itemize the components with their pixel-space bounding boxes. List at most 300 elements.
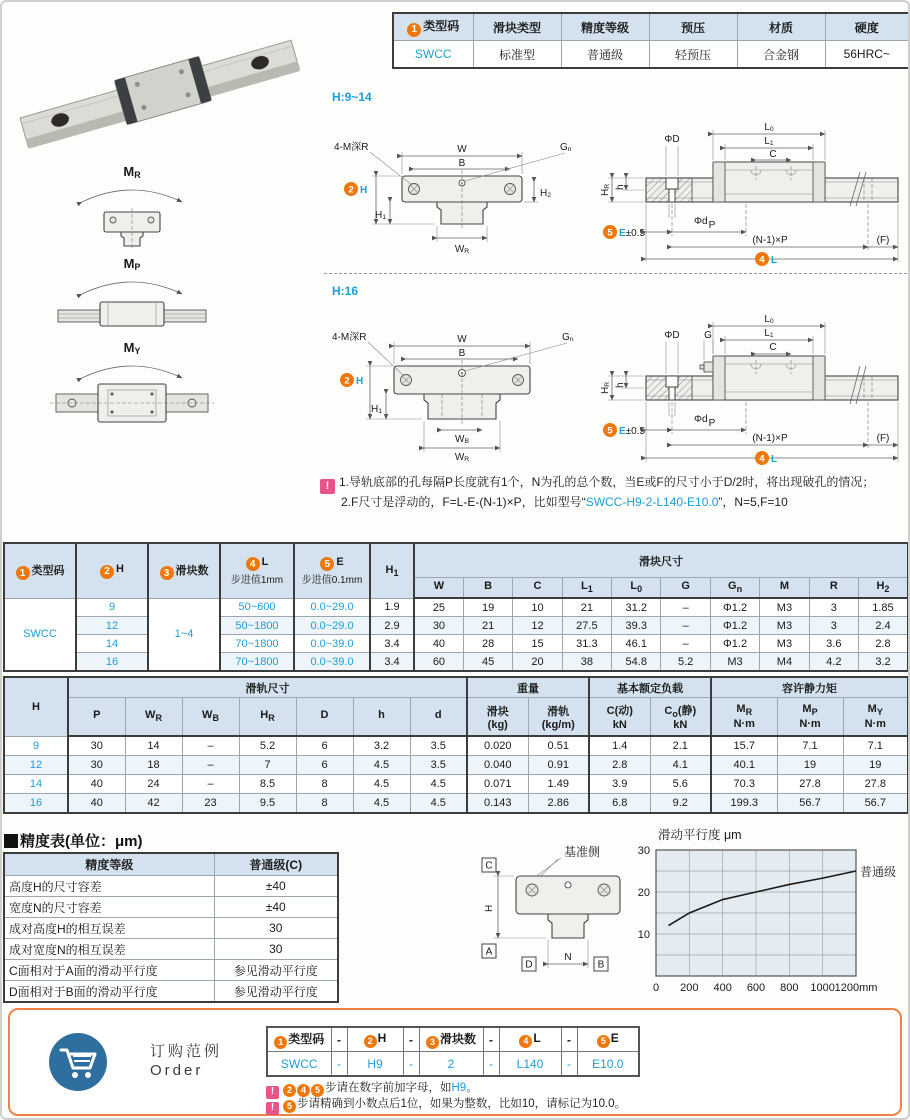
col-header: 滑块 (kg) bbox=[467, 698, 528, 737]
example-code: H9 bbox=[451, 1082, 467, 1094]
dim-wr: WR bbox=[454, 452, 470, 464]
cell: M4 bbox=[760, 653, 809, 672]
dim-h-small: h bbox=[615, 184, 626, 190]
warning-icon: ! bbox=[266, 1102, 279, 1115]
spec-header-type bbox=[393, 13, 473, 41]
svg-text:800: 800 bbox=[780, 982, 799, 994]
cell: 4.2 bbox=[809, 653, 858, 672]
order-value: H9 bbox=[347, 1052, 403, 1077]
mr-label: MR bbox=[123, 164, 141, 180]
num-badge: 3 bbox=[426, 1036, 439, 1049]
cell: 5.2 bbox=[239, 736, 296, 756]
cell: 2.8 bbox=[589, 756, 650, 775]
cell: 9.5 bbox=[239, 794, 296, 814]
screw-callout: 4-M深R bbox=[332, 332, 367, 343]
cell: – bbox=[182, 756, 239, 775]
col-header: D bbox=[296, 698, 353, 737]
dim-l1: L1 bbox=[764, 328, 774, 340]
dim-l0: L0 bbox=[764, 314, 774, 326]
cell: 7.1 bbox=[777, 736, 843, 756]
cell: 3.4 bbox=[370, 653, 414, 672]
order-example-box bbox=[8, 1008, 902, 1116]
num-badge-4: 4 bbox=[759, 453, 765, 465]
order-dash: - bbox=[331, 1027, 347, 1052]
num-badge: 5 bbox=[283, 1100, 296, 1113]
order-dash: - bbox=[561, 1027, 577, 1052]
cell: 70~1800 bbox=[220, 635, 294, 653]
dimensions-table-2 bbox=[3, 676, 909, 814]
chart-title: 滑动平行度 μm bbox=[658, 828, 742, 842]
table-row bbox=[4, 653, 908, 672]
dim-n: N bbox=[564, 952, 572, 963]
col-header: $L_1$ bbox=[562, 578, 611, 599]
moment-mr-diagram bbox=[42, 162, 222, 254]
col-header: $M_Y$ N·m bbox=[843, 698, 908, 737]
cell: 6 bbox=[296, 736, 353, 756]
svg-text:600: 600 bbox=[746, 982, 766, 994]
num-badge-4: 4 bbox=[759, 254, 765, 266]
cell: 3 bbox=[809, 617, 858, 635]
num-badge-2: 2 bbox=[348, 184, 354, 196]
spec-header: 滑块类型 bbox=[473, 13, 561, 41]
cell: 40.1 bbox=[711, 756, 777, 775]
cell: 30 bbox=[68, 756, 125, 775]
cell: 4.1 bbox=[650, 756, 711, 775]
cell: 3.2 bbox=[859, 653, 908, 672]
cell: 0.0~29.0 bbox=[294, 617, 370, 635]
cell: ±40 bbox=[214, 876, 338, 897]
col-header: C bbox=[513, 578, 562, 599]
table-row bbox=[4, 736, 908, 756]
group-header-slider-dims: 滑块尺寸 bbox=[414, 543, 908, 578]
cell: 24 bbox=[125, 775, 182, 794]
cell: 45 bbox=[463, 653, 512, 672]
col-header: M bbox=[760, 578, 809, 599]
cell: 高度H的尺寸容差 bbox=[4, 876, 214, 897]
cell: 0.51 bbox=[528, 736, 589, 756]
cell: M3 bbox=[760, 598, 809, 617]
num-badge: 1 bbox=[16, 566, 30, 580]
num-badge-2: 2 bbox=[344, 375, 350, 387]
num-badge: 1 bbox=[274, 1036, 287, 1049]
cell: 12 bbox=[76, 617, 148, 635]
col-header: 普通级(C) bbox=[214, 853, 338, 876]
cell: 30 bbox=[214, 918, 338, 939]
num-badge: 2 bbox=[283, 1084, 296, 1097]
cell: 3.2 bbox=[353, 736, 410, 756]
table-row bbox=[4, 775, 908, 794]
cell: 0.143 bbox=[467, 794, 528, 814]
cell: 12 bbox=[513, 617, 562, 635]
order-dash: - bbox=[403, 1052, 419, 1077]
cell: 20 bbox=[513, 653, 562, 672]
cell: 5.6 bbox=[650, 775, 711, 794]
dim-h1: H1 bbox=[374, 210, 386, 222]
datum-side-label: 基准侧 bbox=[564, 845, 601, 859]
num-badge: 5 bbox=[311, 1084, 324, 1097]
table-row bbox=[4, 635, 908, 653]
side-view-h16 bbox=[598, 296, 910, 470]
num-badge: 4 bbox=[519, 1035, 532, 1048]
cell: M3 bbox=[760, 635, 809, 653]
dim-np: (N-1)×P bbox=[752, 433, 788, 444]
cell: 199.3 bbox=[711, 794, 777, 814]
order-dash: - bbox=[331, 1052, 347, 1077]
cell: 3.5 bbox=[410, 756, 467, 775]
cell: 56.7 bbox=[777, 794, 843, 814]
cell: 3.4 bbox=[370, 635, 414, 653]
svg-text:30: 30 bbox=[637, 845, 650, 857]
cell: 8 bbox=[296, 775, 353, 794]
cell: 4.5 bbox=[410, 775, 467, 794]
cell: 40 bbox=[68, 794, 125, 814]
dimensions-table-1 bbox=[3, 542, 909, 672]
cell: 4.5 bbox=[410, 794, 467, 814]
col-header: B bbox=[463, 578, 512, 599]
col-header-h: 2 H bbox=[76, 543, 148, 598]
dim-w: W bbox=[457, 334, 467, 345]
dim-np: (N-1)×P bbox=[752, 235, 788, 246]
dim-p: P bbox=[708, 418, 716, 429]
cell: 宽度N的尺寸容差 bbox=[4, 897, 214, 918]
cell: 40 bbox=[414, 635, 463, 653]
dim-b: B bbox=[458, 348, 466, 359]
cell: 1.49 bbox=[528, 775, 589, 794]
col-header: h bbox=[353, 698, 410, 737]
order-note-2: ! 5 步请精确到小数点后1位，如果为整数，比如10，请标记为10.0。 bbox=[266, 1096, 626, 1115]
cell: 2.1 bbox=[650, 736, 711, 756]
cell: 27.8 bbox=[777, 775, 843, 794]
section-divider bbox=[324, 273, 907, 274]
cell: 27.8 bbox=[843, 775, 908, 794]
cell: 2.86 bbox=[528, 794, 589, 814]
cell: 1.9 bbox=[370, 598, 414, 617]
dim-c: C bbox=[769, 149, 777, 160]
cell: 31.2 bbox=[612, 598, 661, 617]
spec-header: 精度等级 bbox=[561, 13, 649, 41]
cell: 2.8 bbox=[859, 635, 908, 653]
cell: 14 bbox=[76, 635, 148, 653]
cell: 8 bbox=[296, 794, 353, 814]
cell: 4.5 bbox=[353, 756, 410, 775]
dim-f: (F) bbox=[876, 433, 890, 444]
dim-gn: Gn bbox=[562, 332, 574, 344]
cell: 56.7 bbox=[843, 794, 908, 814]
dim-wr: WR bbox=[454, 244, 470, 256]
chart-series-label: 普通级 bbox=[860, 865, 897, 879]
order-code-table bbox=[266, 1026, 640, 1077]
cell: 30 bbox=[414, 617, 463, 635]
parallelism-chart bbox=[622, 826, 907, 1001]
group-header-load: 基本额定负载 bbox=[589, 677, 711, 698]
dim-w: W bbox=[457, 144, 467, 155]
col-header-e: 5 E 步进值0.1mm bbox=[294, 543, 370, 598]
cell: 1.4 bbox=[589, 736, 650, 756]
cell: 27.5 bbox=[562, 617, 611, 635]
dim-phiD: ΦD bbox=[664, 134, 680, 145]
cell-slider-count: 1~4 bbox=[148, 598, 220, 671]
cell: 21 bbox=[463, 617, 512, 635]
cell: 28 bbox=[463, 635, 512, 653]
cell: 19 bbox=[463, 598, 512, 617]
note-line1: 1.导轨底部的孔每隔P长度就有1个，N为孔的总个数，当E或F的尺寸小于D/2时，将出现破孔的情况； bbox=[339, 475, 875, 489]
cart-icon bbox=[46, 1030, 110, 1094]
table-row bbox=[4, 617, 908, 635]
cell: 39.3 bbox=[612, 617, 661, 635]
cell: 40 bbox=[68, 775, 125, 794]
svg-text:20: 20 bbox=[637, 887, 650, 899]
num-badge: 1 bbox=[407, 23, 421, 37]
cell: 31.3 bbox=[562, 635, 611, 653]
svg-text:200: 200 bbox=[680, 982, 699, 994]
spec-value-type-code: SWCC bbox=[393, 41, 473, 69]
col-header: C(动) kN bbox=[589, 698, 650, 737]
cell: 70.3 bbox=[711, 775, 777, 794]
col-header: $H_R$ bbox=[239, 698, 296, 737]
cell: 3.5 bbox=[410, 736, 467, 756]
col-header: P bbox=[68, 698, 125, 737]
order-header: 2 H bbox=[347, 1027, 403, 1052]
cell: Φ1.2 bbox=[710, 617, 759, 635]
screw-callout: 4-M深R bbox=[334, 142, 369, 153]
cell: 6 bbox=[296, 756, 353, 775]
order-dash: - bbox=[403, 1027, 419, 1052]
order-dash: - bbox=[561, 1052, 577, 1077]
dim-f: (F) bbox=[876, 235, 890, 246]
cell-type-code: SWCC bbox=[4, 598, 76, 671]
dim-h2: H2 bbox=[540, 188, 552, 200]
section1-title: H:9~14 bbox=[332, 90, 372, 104]
front-view-h9-14 bbox=[324, 100, 602, 268]
cell: 10 bbox=[513, 598, 562, 617]
dim-g: G bbox=[704, 330, 712, 341]
cell: 70~1800 bbox=[220, 653, 294, 672]
cell: 5.2 bbox=[661, 653, 710, 672]
warning-icon: ! bbox=[266, 1086, 279, 1099]
col-header: G bbox=[661, 578, 710, 599]
dim-h1: H1 bbox=[370, 404, 382, 416]
cell: ±40 bbox=[214, 897, 338, 918]
cell-h: 12 bbox=[4, 756, 68, 775]
group-header-rail-dims: 滑轨尺寸 bbox=[68, 677, 467, 698]
cell: 2.9 bbox=[370, 617, 414, 635]
spec-value: 轻预压 bbox=[649, 41, 737, 69]
dim-p: P bbox=[708, 220, 716, 231]
table-row bbox=[4, 756, 908, 775]
order-note-1: ! 2 4 5 步请在数字前加字母，如H9。 bbox=[266, 1080, 478, 1099]
cell: 1.85 bbox=[859, 598, 908, 617]
cell: 8.5 bbox=[239, 775, 296, 794]
col-header-h: H bbox=[4, 677, 68, 736]
cell: – bbox=[182, 775, 239, 794]
order-dash: - bbox=[483, 1052, 499, 1077]
section-square-marker bbox=[4, 834, 18, 848]
label: 类型码 bbox=[423, 19, 460, 34]
num-badge-5: 5 bbox=[607, 227, 613, 239]
cell: 3.6 bbox=[809, 635, 858, 653]
cell: 14 bbox=[125, 736, 182, 756]
spec-value: 合金钢 bbox=[737, 41, 825, 69]
col-header: $M_R$ N·m bbox=[711, 698, 777, 737]
dim-c: C bbox=[769, 342, 777, 353]
cell: 7.1 bbox=[843, 736, 908, 756]
cell: – bbox=[661, 598, 710, 617]
dim-h: H bbox=[360, 185, 368, 196]
order-title-cn: 订购范例 bbox=[150, 1043, 223, 1060]
cell: 4.5 bbox=[353, 794, 410, 814]
cell: 7 bbox=[239, 756, 296, 775]
cell: 46.1 bbox=[612, 635, 661, 653]
notes-block bbox=[320, 474, 908, 511]
col-header-h1: $H_1$ bbox=[370, 543, 414, 598]
cell: 38 bbox=[562, 653, 611, 672]
svg-text:400: 400 bbox=[713, 982, 732, 994]
dim-gn: Gn bbox=[560, 142, 572, 154]
spec-value: 标准型 bbox=[473, 41, 561, 69]
cell: 50~600 bbox=[220, 598, 294, 617]
dim-e: E±0.5 bbox=[619, 228, 646, 239]
col-header: R bbox=[809, 578, 858, 599]
dim-hr: HR bbox=[600, 183, 612, 196]
spec-value: 普通级 bbox=[561, 41, 649, 69]
note-line2: 2.F尺寸是浮动的，F=L-E-(N-1)×P，比如型号“SWCC-H9-2-L140-E10.0”，N=5,F=10 bbox=[341, 495, 788, 509]
order-header: 4 L bbox=[499, 1027, 561, 1052]
col-header: $W_R$ bbox=[125, 698, 182, 737]
mp-label: MP bbox=[123, 256, 141, 272]
cell: 50~1800 bbox=[220, 617, 294, 635]
table-row bbox=[4, 794, 908, 814]
order-header: 5 E bbox=[577, 1027, 639, 1052]
cell-h: 14 bbox=[4, 775, 68, 794]
cell: 0.0~39.0 bbox=[294, 653, 370, 672]
order-header: 3 滑块数 bbox=[419, 1027, 483, 1052]
cell: 0.040 bbox=[467, 756, 528, 775]
spec-header: 硬度 bbox=[825, 13, 909, 41]
cell: 9.2 bbox=[650, 794, 711, 814]
cell: 30 bbox=[68, 736, 125, 756]
dim-phiD: ΦD bbox=[664, 330, 680, 341]
cell: 54.8 bbox=[612, 653, 661, 672]
num-badge: 3 bbox=[160, 566, 174, 580]
col-header-l: 4 L 步进值1mm bbox=[220, 543, 294, 598]
table-row bbox=[4, 598, 908, 617]
cell: Φ1.2 bbox=[710, 635, 759, 653]
dim-h: H bbox=[356, 376, 364, 387]
section2-title: H:16 bbox=[332, 284, 359, 298]
cell: 0.0~39.0 bbox=[294, 635, 370, 653]
order-title-en: Order bbox=[150, 1062, 204, 1079]
dim-wb: WB bbox=[455, 434, 469, 446]
precision-table bbox=[3, 852, 339, 1003]
num-badge: 2 bbox=[100, 565, 114, 579]
order-value: E10.0 bbox=[577, 1052, 639, 1077]
spec-value: 56HRC~ bbox=[825, 41, 909, 69]
cell-h: 16 bbox=[4, 794, 68, 814]
cell: M3 bbox=[710, 653, 759, 672]
order-value: 2 bbox=[419, 1052, 483, 1077]
cell-h: 9 bbox=[4, 736, 68, 756]
front-view-h16 bbox=[324, 296, 602, 470]
num-badge: 5 bbox=[320, 557, 334, 571]
group-header-weight: 重量 bbox=[467, 677, 589, 698]
group-header-moment: 容许静力矩 bbox=[711, 677, 908, 698]
cell: – bbox=[661, 635, 710, 653]
col-header-type: 1 类型码 bbox=[4, 543, 76, 598]
cell: Φ1.2 bbox=[710, 598, 759, 617]
num-badge: 5 bbox=[597, 1035, 610, 1048]
col-header: 精度等级 bbox=[4, 853, 214, 876]
col-header: $H_2$ bbox=[859, 578, 908, 599]
moment-my-diagram bbox=[42, 338, 222, 438]
svg-text:0: 0 bbox=[652, 982, 660, 994]
product-photo bbox=[10, 10, 310, 162]
cell: M3 bbox=[760, 617, 809, 635]
spec-header: 材质 bbox=[737, 13, 825, 41]
col-header: $M_P$ N·m bbox=[777, 698, 843, 737]
dim-e: E±0.5 bbox=[619, 426, 646, 437]
dim-hr: HR bbox=[600, 381, 612, 394]
num-badge: 4 bbox=[297, 1084, 310, 1097]
dim-l1: L1 bbox=[764, 136, 774, 148]
col-header-count: 3 滑块数 bbox=[148, 543, 220, 598]
cell: 0.0~29.0 bbox=[294, 598, 370, 617]
cell: 30 bbox=[214, 939, 338, 960]
cell: 2.4 bbox=[859, 617, 908, 635]
order-value: SWCC bbox=[267, 1052, 331, 1077]
cell: 0.91 bbox=[528, 756, 589, 775]
order-value: L140 bbox=[499, 1052, 561, 1077]
cell: 23 bbox=[182, 794, 239, 814]
num-badge: 2 bbox=[364, 1035, 377, 1048]
precision-title: 精度表(单位：μm) bbox=[4, 830, 143, 851]
warning-icon: ! bbox=[320, 479, 335, 494]
cell: 21 bbox=[562, 598, 611, 617]
col-header: d bbox=[410, 698, 467, 737]
col-header: $L_0$ bbox=[612, 578, 661, 599]
moment-mp-diagram bbox=[42, 254, 222, 338]
face-d-label: D bbox=[525, 959, 533, 971]
face-c-label: C bbox=[485, 860, 493, 872]
cell: 0.071 bbox=[467, 775, 528, 794]
cell: 9 bbox=[76, 598, 148, 617]
num-badge: 4 bbox=[246, 557, 260, 571]
svg-text:1000: 1000 bbox=[810, 982, 835, 994]
cell: – bbox=[182, 736, 239, 756]
spec-header: 预压 bbox=[649, 13, 737, 41]
dim-h: H bbox=[484, 904, 495, 912]
dim-l: L bbox=[771, 454, 778, 465]
cell: 参见滑动平行度 bbox=[214, 960, 338, 981]
col-header: 滑轨 (kg/m) bbox=[528, 698, 589, 737]
my-label: MY bbox=[123, 340, 141, 356]
spec-table bbox=[392, 12, 910, 69]
cell: 60 bbox=[414, 653, 463, 672]
dim-phid: Φd bbox=[694, 216, 708, 227]
svg-text:1200mm: 1200mm bbox=[834, 982, 878, 994]
cell: – bbox=[661, 617, 710, 635]
dim-phid: Φd bbox=[694, 414, 708, 425]
cell: 16 bbox=[76, 653, 148, 672]
cell: 18 bbox=[125, 756, 182, 775]
dim-l: L bbox=[771, 255, 778, 266]
cell: 0.020 bbox=[467, 736, 528, 756]
cell: 4.5 bbox=[353, 775, 410, 794]
cell: D面相对于B面的滑动平行度 bbox=[4, 981, 214, 1003]
cell: 19 bbox=[777, 756, 843, 775]
cell: 15 bbox=[513, 635, 562, 653]
cell: 参见滑动平行度 bbox=[214, 981, 338, 1003]
cell: 6.8 bbox=[589, 794, 650, 814]
